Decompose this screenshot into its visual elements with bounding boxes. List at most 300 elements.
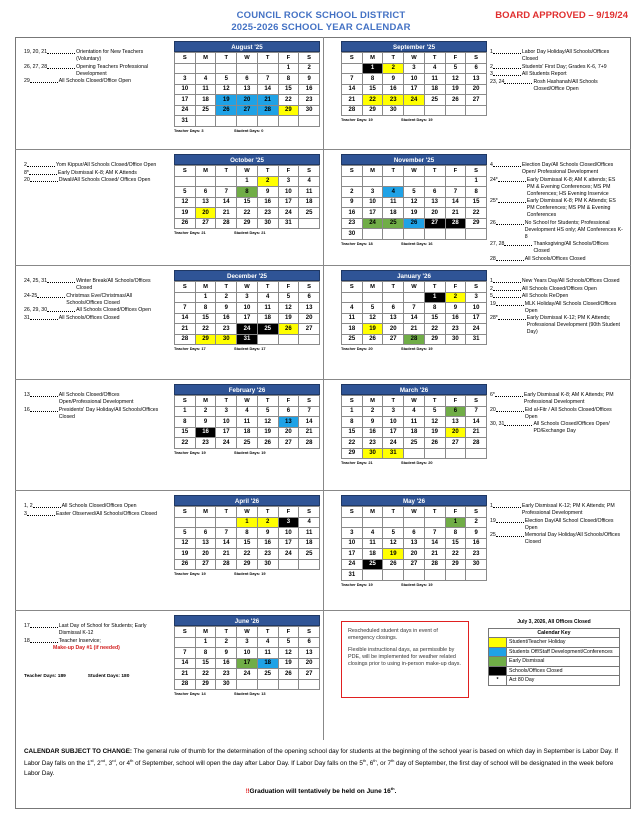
day-cell: 13 — [445, 417, 466, 428]
subject-heading: CALENDAR SUBJECT TO CHANGE: — [24, 748, 132, 755]
weekday-label: T — [216, 507, 237, 518]
day-cell: 1 — [342, 406, 363, 417]
day-cell: 20 — [424, 208, 445, 219]
day-cell: 4 — [299, 517, 320, 528]
event-notes — [490, 162, 624, 263]
week-row — [342, 427, 487, 438]
month-header: February '26 — [174, 384, 320, 395]
day-cell: 16 — [362, 427, 383, 438]
event-text: Last Day of School for Students; Early Dismissal K-12 — [58, 623, 147, 636]
day-cell: 20 — [404, 549, 425, 560]
key-swatch — [489, 647, 507, 657]
day-cell: 13 — [299, 303, 320, 314]
month-header: September '25 — [341, 41, 487, 52]
day-cell: 1 — [237, 517, 258, 528]
day-cell: 22 — [237, 208, 258, 219]
key-label: Schools/Offices Closed — [507, 666, 620, 676]
leader-spacer — [24, 645, 52, 650]
week-row — [175, 538, 320, 549]
day-cell: 6 — [466, 63, 487, 74]
teacher-days: Teacher Days: 19 — [341, 581, 373, 587]
event-date: 20 — [490, 406, 496, 413]
day-cell: 30 — [257, 218, 278, 229]
day-cell: 30 — [362, 448, 383, 459]
day-cell: 11 — [237, 417, 258, 428]
day-cell: 4 — [257, 637, 278, 648]
event-note — [490, 256, 624, 263]
day-cell: 27 — [299, 669, 320, 680]
weekday-label: M — [362, 282, 383, 293]
day-cell: 29 — [445, 559, 466, 570]
calendar-key — [488, 619, 620, 686]
week-row — [342, 176, 487, 187]
day-cell: 12 — [362, 313, 383, 324]
day-cell: 28 — [342, 105, 363, 116]
dotted-leader — [30, 638, 58, 643]
day-cell: 18 — [195, 95, 216, 106]
day-cell — [404, 448, 425, 459]
day-cell: 19 — [362, 324, 383, 335]
day-cell: 28 — [445, 218, 466, 229]
event-date: 5 — [490, 293, 493, 299]
day-cell: 18 — [383, 208, 404, 219]
event-notes — [490, 392, 624, 436]
day-cell: 10 — [278, 528, 299, 539]
day-cell: 17 — [175, 95, 196, 106]
day-cell: 6 — [237, 74, 258, 85]
event-text: All Schools/Offices Closed — [58, 314, 120, 321]
district-name: COUNCIL ROCK SCHOOL DISTRICT — [236, 10, 406, 21]
day-cell: 13 — [299, 648, 320, 659]
weekday-label: F — [278, 507, 299, 518]
weekday-label: M — [195, 396, 216, 407]
month-table — [341, 52, 487, 116]
student-days: Student Days: 19 — [401, 117, 433, 122]
weekday-label: T — [216, 627, 237, 638]
event-date: 27, 28 — [490, 241, 505, 247]
day-cell: 20 — [278, 427, 299, 438]
weekday-label: W — [404, 53, 425, 64]
event-text: Rosh Hashanah/All Schools Closed/Office Open — [533, 78, 598, 92]
day-cell: 8 — [195, 303, 216, 314]
week-row — [175, 679, 320, 690]
key-row — [489, 666, 620, 676]
day-cell: 22 — [175, 438, 196, 449]
day-cell: 13 — [404, 538, 425, 549]
day-cell: 14 — [299, 417, 320, 428]
student-days: Student Days: 19 — [234, 571, 266, 576]
day-cell: 23 — [216, 669, 237, 680]
event-date: 2 — [490, 63, 493, 70]
day-cell — [342, 292, 363, 303]
event-note — [490, 518, 624, 532]
day-cell: 17 — [237, 658, 258, 669]
day-cell — [383, 229, 404, 240]
day-cell: 16 — [195, 427, 216, 438]
dotted-leader — [30, 315, 58, 320]
day-cell — [404, 176, 425, 187]
weekday-label: M — [362, 507, 383, 518]
day-cell: 2 — [195, 406, 216, 417]
day-cell — [404, 292, 425, 303]
day-cell: 15 — [342, 427, 363, 438]
week-row — [342, 313, 487, 324]
day-cell: 1 — [195, 292, 216, 303]
day-cell — [278, 334, 299, 345]
day-cell: 17 — [278, 538, 299, 549]
event-text: Teacher Inservice; — [58, 637, 101, 644]
day-cell: 23 — [466, 549, 487, 560]
day-cell: 12 — [216, 84, 237, 95]
weekday-row — [175, 627, 320, 638]
event-text: All Schools Closed/Offices Open/ PD/Exchange Day — [533, 421, 610, 434]
day-cell: 24 — [404, 95, 425, 106]
event-notes — [490, 49, 624, 93]
day-cell: 18 — [299, 538, 320, 549]
day-cell — [195, 517, 216, 528]
day-cell: 18 — [257, 313, 278, 324]
event-date: 19 — [490, 300, 496, 307]
day-cell: 25 — [257, 324, 278, 335]
week-row — [175, 406, 320, 417]
day-cell — [216, 517, 237, 528]
month-calendar — [341, 384, 487, 465]
day-cell — [424, 517, 445, 528]
day-cell: 19 — [404, 208, 425, 219]
event-note — [24, 638, 162, 645]
day-cell: 18 — [362, 549, 383, 560]
day-cell: 5 — [278, 637, 299, 648]
event-text: All Schools Closed/Offices Open — [76, 307, 151, 313]
day-cell — [383, 176, 404, 187]
dotted-leader — [27, 511, 55, 516]
day-cell: 30 — [216, 679, 237, 690]
day-cell: 10 — [237, 303, 258, 314]
day-cell: 2 — [216, 292, 237, 303]
day-cell: 6 — [445, 406, 466, 417]
event-date: 17 — [24, 623, 30, 629]
week-row — [175, 517, 320, 528]
day-cell: 27 — [299, 324, 320, 335]
event-date: 6* — [490, 392, 495, 398]
weekday-label: M — [362, 166, 383, 177]
day-cell — [383, 517, 404, 528]
month-header: May '26 — [341, 495, 487, 506]
day-cell: 9 — [362, 417, 383, 428]
day-cell: 11 — [383, 197, 404, 208]
event-date: 16 — [24, 406, 30, 413]
weekday-label: W — [237, 396, 258, 407]
day-cell: 21 — [424, 549, 445, 560]
key-swatch — [489, 638, 507, 648]
dotted-leader — [30, 407, 58, 412]
event-text: Early Dismissal K-8; AM K attends; ES PM & Evening Conferences; MS PM Conferences; HS Evening Inservice — [526, 176, 616, 197]
day-cell: 9 — [216, 648, 237, 659]
event-date: 18 — [24, 637, 30, 644]
day-cell: 22 — [445, 549, 466, 560]
month-header: December '25 — [174, 270, 320, 281]
event-text: All Schools Closed/Offices Open — [61, 503, 137, 509]
weekday-row — [342, 166, 487, 177]
day-cell: 19 — [445, 84, 466, 95]
day-cell: 7 — [466, 406, 487, 417]
day-cell: 9 — [383, 74, 404, 85]
event-note — [490, 315, 624, 336]
day-cell — [362, 176, 383, 187]
dotted-leader — [496, 518, 524, 523]
day-cell: 31 — [175, 116, 196, 127]
day-cell: 17 — [362, 208, 383, 219]
day-cell: 17 — [383, 427, 404, 438]
month-table — [174, 281, 320, 345]
day-cell: 15 — [237, 197, 258, 208]
day-cell: 20 — [466, 84, 487, 95]
dotted-leader — [47, 278, 75, 283]
day-cell: 13 — [195, 538, 216, 549]
day-cell: 28 — [216, 559, 237, 570]
weekday-label: F — [278, 166, 299, 177]
day-cell: 10 — [362, 197, 383, 208]
day-cell — [445, 448, 466, 459]
day-cell: 31 — [466, 334, 487, 345]
day-cell: 10 — [216, 417, 237, 428]
day-cell — [175, 292, 196, 303]
weekday-label: T — [216, 282, 237, 293]
day-cell: 23 — [445, 324, 466, 335]
weekday-label: S — [342, 166, 363, 177]
week-row — [175, 648, 320, 659]
weekday-label: S — [466, 282, 487, 293]
week-row — [175, 176, 320, 187]
day-cell — [175, 517, 196, 528]
event-text: Yom Kippur/All Schools Closed/Office Open — [55, 162, 157, 168]
event-text: Make-up Day #1 (if needed) — [53, 645, 120, 651]
graduation-text: Graduation will tentatively be held on June 16th. — [249, 786, 397, 796]
day-cell — [195, 176, 216, 187]
day-cell: 27 — [278, 438, 299, 449]
weekday-label: S — [299, 166, 320, 177]
day-cell: 30 — [299, 105, 320, 116]
day-cell: 4 — [257, 292, 278, 303]
week-row — [342, 528, 487, 539]
day-cell: 28 — [466, 438, 487, 449]
day-cell: 25 — [299, 208, 320, 219]
day-cell — [175, 637, 196, 648]
day-cell: 5 — [278, 292, 299, 303]
key-title: Calendar Key — [489, 629, 620, 638]
event-date: 26 — [490, 219, 496, 226]
day-cell: 3 — [278, 176, 299, 187]
day-cell: 15 — [237, 538, 258, 549]
day-cell: 15 — [466, 197, 487, 208]
key-row — [489, 638, 620, 648]
month-table — [174, 395, 320, 449]
event-note — [24, 78, 162, 85]
event-note — [490, 407, 624, 421]
teacher-days: Teacher Days: 21 — [341, 460, 373, 465]
dotted-leader — [30, 392, 58, 397]
day-cell: 14 — [175, 313, 196, 324]
day-cell: 3 — [362, 187, 383, 198]
event-text: Christmas Eve/Christmas/All Schools/Offices Closed — [66, 292, 133, 306]
day-cell — [299, 559, 320, 570]
day-cell — [237, 63, 258, 74]
week-row — [342, 229, 487, 240]
day-cell: 11 — [424, 74, 445, 85]
event-text: Early Dismissal K-12; PM K Attends; Professional Development (90th Student Day) — [526, 315, 620, 335]
day-cell: 26 — [278, 324, 299, 335]
approval-stamp: BOARD APPROVED – 9/19/24 — [495, 10, 628, 21]
day-cell — [404, 517, 425, 528]
day-cell: 31 — [278, 218, 299, 229]
row-separator — [15, 379, 631, 380]
event-date: 1 — [490, 278, 493, 284]
column-divider — [323, 37, 324, 740]
day-cell: 2 — [216, 637, 237, 648]
day-cell: 10 — [278, 187, 299, 198]
weekday-label: M — [195, 282, 216, 293]
day-cell: 21 — [257, 95, 278, 106]
day-cell: 19 — [216, 95, 237, 106]
day-cell: 5 — [175, 187, 196, 198]
week-row — [175, 116, 320, 127]
event-text: Memorial Day Holiday/All Schools/Offices Closed — [524, 532, 621, 545]
day-cell — [299, 334, 320, 345]
key-label: Students Off/Staff Development/Conferences — [507, 647, 620, 657]
day-cell — [257, 334, 278, 345]
day-cell: 1 — [362, 63, 383, 74]
dotted-leader — [30, 623, 58, 628]
day-cell: 4 — [299, 176, 320, 187]
day-cell: 14 — [404, 313, 425, 324]
event-text: Early Dismissal K-8; PM K Attends; ES PM Conferences; MS PM & Evening Conferences — [526, 198, 616, 218]
day-cell: 7 — [175, 303, 196, 314]
weekday-row — [175, 166, 320, 177]
weekday-label: S — [466, 166, 487, 177]
day-cell: 16 — [216, 658, 237, 669]
day-cell: 20 — [299, 313, 320, 324]
weekday-label: S — [466, 507, 487, 518]
day-cell: 12 — [424, 417, 445, 428]
event-note — [490, 198, 624, 219]
calendar-title: 2025-2026 SCHOOL YEAR CALENDAR — [231, 22, 411, 33]
event-note — [24, 645, 162, 652]
day-cell: 21 — [216, 549, 237, 560]
event-date: 1 — [490, 503, 493, 509]
dotted-leader — [495, 392, 523, 397]
day-cell: 28 — [299, 438, 320, 449]
teacher-days: Teacher Days: 18 — [341, 240, 373, 246]
event-notes — [24, 392, 162, 421]
key-label: Student/Teacher Holiday — [507, 638, 620, 648]
teacher-days: Teacher Days: 3 — [174, 127, 204, 133]
weekday-label: S — [175, 53, 196, 64]
month-day-totals — [341, 346, 487, 351]
month-day-totals — [174, 346, 320, 351]
week-row — [175, 74, 320, 85]
dotted-leader — [498, 198, 526, 203]
event-note — [24, 170, 162, 177]
day-cell — [299, 116, 320, 127]
event-note — [24, 177, 162, 184]
event-date: 1 — [490, 49, 493, 55]
day-cell: 15 — [175, 427, 196, 438]
event-note — [24, 307, 162, 314]
day-cell: 28 — [216, 218, 237, 229]
day-cell: 3 — [175, 74, 196, 85]
week-row — [342, 208, 487, 219]
day-cell: 26 — [257, 438, 278, 449]
week-row — [342, 559, 487, 570]
event-text: All Schools Closed/Office Open — [58, 78, 132, 84]
day-cell: 9 — [257, 528, 278, 539]
day-cell: 1 — [237, 176, 258, 187]
day-cell: 8 — [237, 528, 258, 539]
event-note — [490, 162, 624, 176]
day-cell — [342, 176, 363, 187]
student-days: Student Days: 19 — [401, 581, 433, 587]
event-text: Early Dismissal K-8; AM K Attends — [57, 169, 137, 176]
event-text: Early Dismissal K-8; AM K Attends; PM Professional Development — [523, 392, 614, 405]
week-row — [342, 218, 487, 229]
day-cell: 27 — [404, 559, 425, 570]
weekday-label: M — [195, 507, 216, 518]
day-cell: 24 — [175, 105, 196, 116]
day-cell: 14 — [216, 197, 237, 208]
day-cell — [175, 176, 196, 187]
weekday-label: M — [362, 53, 383, 64]
month-table — [174, 506, 320, 570]
weekday-label: S — [175, 166, 196, 177]
day-cell: 12 — [404, 197, 425, 208]
month-table — [341, 165, 487, 240]
day-cell: 16 — [216, 313, 237, 324]
day-cell — [342, 517, 363, 528]
day-cell: 27 — [466, 95, 487, 106]
dotted-leader — [493, 162, 521, 167]
day-cell: 13 — [195, 197, 216, 208]
week-row — [342, 187, 487, 198]
day-cell: 1 — [445, 517, 466, 528]
day-cell: 26 — [175, 559, 196, 570]
day-cell — [257, 679, 278, 690]
student-days: Student Days: 19 — [401, 346, 433, 351]
day-cell: 14 — [424, 538, 445, 549]
day-cell: 11 — [299, 528, 320, 539]
day-cell — [424, 105, 445, 116]
day-cell: 2 — [299, 63, 320, 74]
event-notes — [24, 278, 162, 322]
day-cell — [466, 229, 487, 240]
day-cell: 25 — [362, 559, 383, 570]
reschedule-text-2: Flexible instructional days, as permissible by PDE, will be implemented for weather related closings prior to using in-person make-up days. — [348, 647, 461, 667]
weekday-label: W — [404, 507, 425, 518]
weekday-label: T — [383, 507, 404, 518]
weekday-label: T — [257, 166, 278, 177]
week-row — [175, 208, 320, 219]
day-cell: 9 — [299, 74, 320, 85]
day-cell — [342, 63, 363, 74]
weekday-label: T — [257, 396, 278, 407]
day-cell: 30 — [342, 229, 363, 240]
day-cell: 10 — [466, 303, 487, 314]
event-note — [490, 503, 624, 517]
day-cell — [383, 292, 404, 303]
day-cell: 7 — [175, 648, 196, 659]
month-day-totals — [174, 128, 320, 133]
week-row — [175, 95, 320, 106]
day-cell: 3 — [278, 517, 299, 528]
